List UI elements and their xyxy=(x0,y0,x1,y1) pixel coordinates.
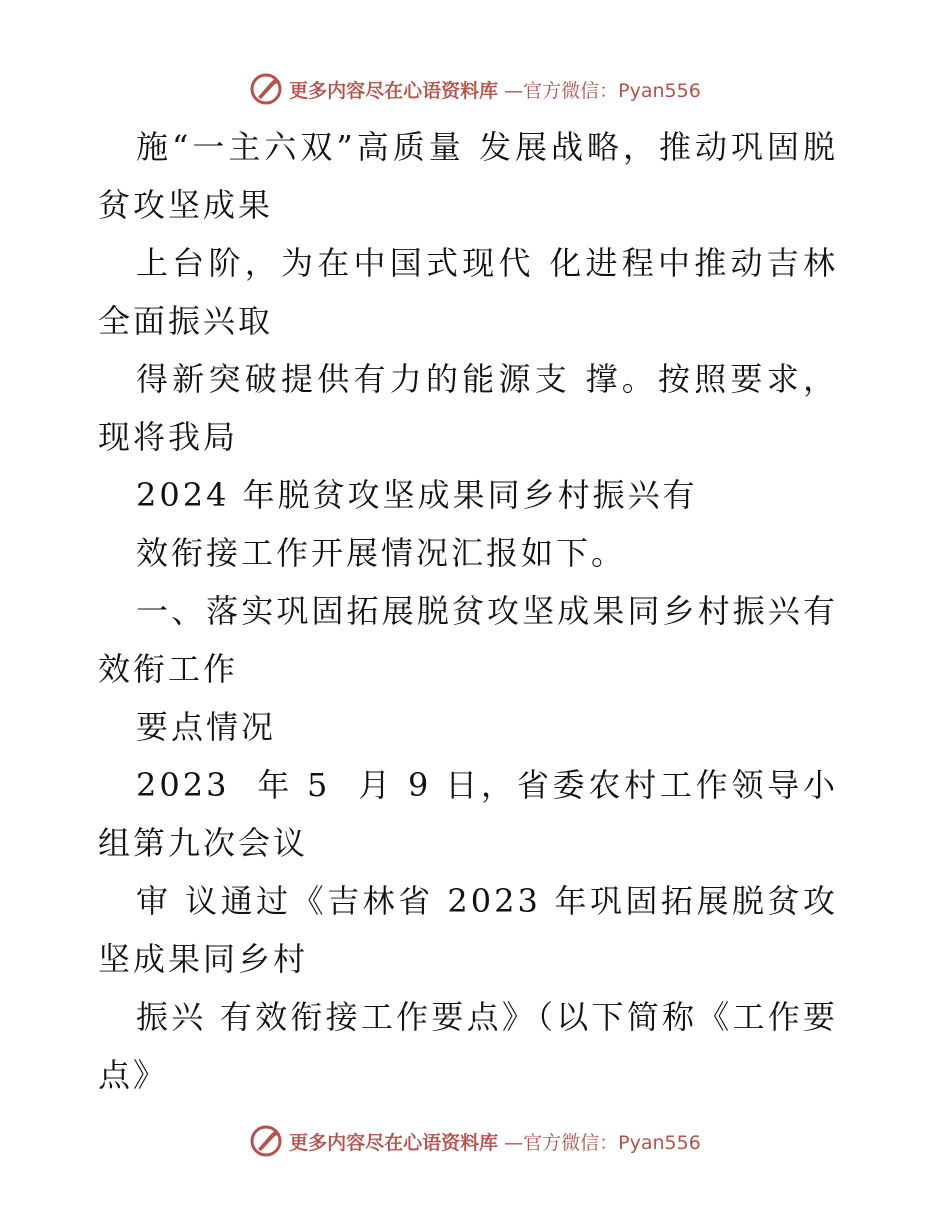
paragraph: 上台阶，为在中国式现代 化进程中推动吉林全面振兴取 xyxy=(98,244,838,340)
paragraph: 要点情况 xyxy=(136,708,277,746)
paragraph: 施“一主六双”高质量 发展战略，推动巩固脱贫攻坚成果 xyxy=(98,128,838,224)
watermark-suffix: —官方微信：Pyan556 xyxy=(504,1131,701,1154)
document-body xyxy=(98,118,838,1104)
paragraph: 2023 年 5 月 9 日，省委农村工作领导小组第九次会议 xyxy=(98,766,838,862)
paragraph: 效衔接工作开展情况汇报如下。 xyxy=(136,534,627,572)
watermark-prefix: 更多内容尽在心语资料库 xyxy=(289,79,499,102)
quill-logo-icon xyxy=(249,1124,283,1158)
quill-logo-icon xyxy=(249,72,283,106)
watermark-suffix: —官方微信：Pyan556 xyxy=(504,79,701,102)
watermark-prefix: 更多内容尽在心语资料库 xyxy=(289,1131,499,1154)
paragraph: 振兴 有效衔接工作要点》（以下简称《工作要点》 xyxy=(98,998,838,1094)
paragraph: 得新突破提供有力的能源支 撑。按照要求，现将我局 xyxy=(98,360,838,456)
header-watermark xyxy=(0,72,950,106)
paragraph: 2024 年脱贫攻坚成果同乡村振兴有 xyxy=(136,476,698,514)
footer-watermark xyxy=(0,1124,950,1158)
section-heading: 一、落实巩固拓展脱贫攻坚成果同乡村振兴有效衔工作 xyxy=(98,592,838,688)
paragraph: 审 议通过《吉林省 2023 年巩固拓展脱贫攻坚成果同乡村 xyxy=(98,882,838,978)
